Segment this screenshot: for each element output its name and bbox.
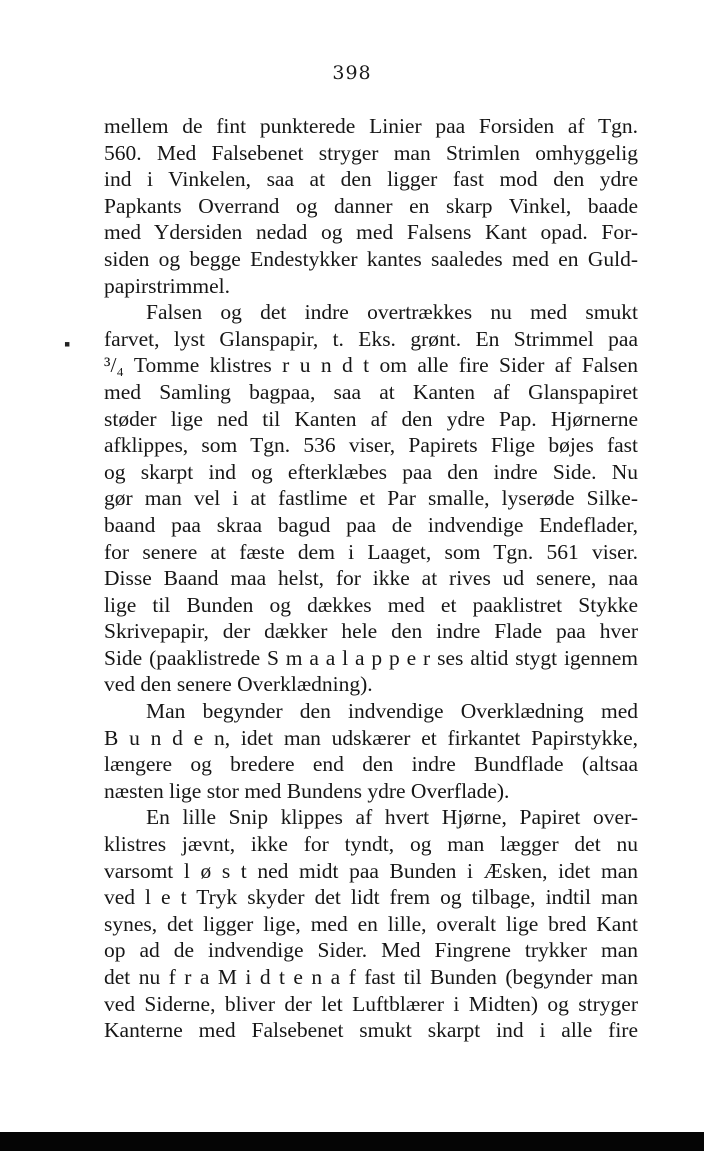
text-line: afklippes, som Tgn. 536 viser, Papirets Flige bøjes fast bbox=[104, 433, 638, 458]
text-line: ved l e t Tryk skyder det lidt frem og tilbage, indtil man bbox=[104, 885, 638, 910]
scan-edge-bar bbox=[0, 1132, 704, 1151]
text-line: for senere at fæste dem i Laaget, som Tgn. 561 viser. bbox=[104, 539, 638, 564]
text-line: Kanterne med Falsebenet smukt skarpt ind i alle fire bbox=[104, 1018, 638, 1043]
text-line: ³/₄ Tomme klistres r u n d t om alle fire Sider af Falsen bbox=[104, 353, 638, 378]
page-number: 398 bbox=[332, 62, 372, 84]
text-line: Side (paaklistrede S m a a l a p p e r ses altid stygt igennem bbox=[104, 645, 638, 670]
text-line: ind i Vinkelen, saa at den ligger fast mod den ydre bbox=[104, 167, 638, 192]
text-line: synes, det ligger lige, med en lille, overalt lige bred Kant bbox=[104, 911, 638, 936]
text-line: lige til Bunden og dækkes med et paaklistret Stykke bbox=[104, 592, 638, 617]
text-line: med Ydersiden nedad og med Falsens Kant opad. For- bbox=[104, 220, 638, 245]
text-line: siden og begge Endestykker kantes saaledes med en Guld- bbox=[104, 246, 638, 271]
text-line: og skarpt ind og efterklæbes paa den indre Side. Nu bbox=[104, 459, 638, 484]
text-line: papirstrimmel. bbox=[104, 273, 230, 298]
text-line: Disse Baand maa helst, for ikke at rives ud senere, naa bbox=[104, 566, 638, 591]
text-line: gør man vel i at fastlime et Par smalle, lyserøde Silke- bbox=[104, 486, 638, 511]
text-line: 560. Med Falsebenet stryger man Strimlen omhyggelig bbox=[104, 140, 638, 165]
body-text bbox=[104, 113, 638, 1044]
text-line: farvet, lyst Glanspapir, t. Eks. grønt. En Strimmel paa bbox=[104, 326, 638, 351]
text-line: op ad de indvendige Sider. Med Fingrene trykker man bbox=[104, 938, 638, 963]
text-line: mellem de fint punkterede Linier paa Forsiden af Tgn. bbox=[104, 114, 638, 138]
text-line: ved den senere Overklædning). bbox=[104, 672, 373, 697]
text-line: Man begynder den indvendige Overklædning med bbox=[146, 699, 638, 724]
text-line: En lille Snip klippes af hvert Hjørne, Papiret over- bbox=[146, 805, 638, 830]
margin-mark: ▪ bbox=[64, 334, 71, 354]
text-line: B u n d e n, idet man udskærer et firkantet Papirstykke, bbox=[104, 725, 638, 750]
text-line: varsomt l ø s t ned midt paa Bunden i Æsken, idet man bbox=[104, 858, 638, 883]
text-line: støder lige ned til Kanten af den ydre Pap. Hjørnerne bbox=[104, 406, 638, 431]
text-line: Papkants Overrand og danner en skarp Vinkel, baade bbox=[104, 193, 638, 218]
text-line: længere og bredere end den indre Bundflade (altsaa bbox=[104, 752, 638, 777]
text-line: ved Siderne, bliver der let Luftblærer i Midten) og stryger bbox=[104, 991, 638, 1016]
text-line: Falsen og det indre overtrækkes nu med smukt bbox=[146, 300, 638, 325]
text-line: baand paa skraa bagud paa de indvendige Endeflader, bbox=[104, 512, 638, 537]
text-line: Skrivepapir, der dækker hele den indre Flade paa hver bbox=[104, 619, 638, 644]
text-line: næsten lige stor med Bundens ydre Overflade). bbox=[104, 778, 510, 803]
text-line: det nu f r a M i d t e n a f fast til Bunden (begynder man bbox=[104, 965, 638, 989]
text-line: med Samling bagpaa, saa at Kanten af Glanspapiret bbox=[104, 379, 638, 404]
text-line: klistres jævnt, ikke for tyndt, og man lægger det nu bbox=[104, 832, 638, 857]
